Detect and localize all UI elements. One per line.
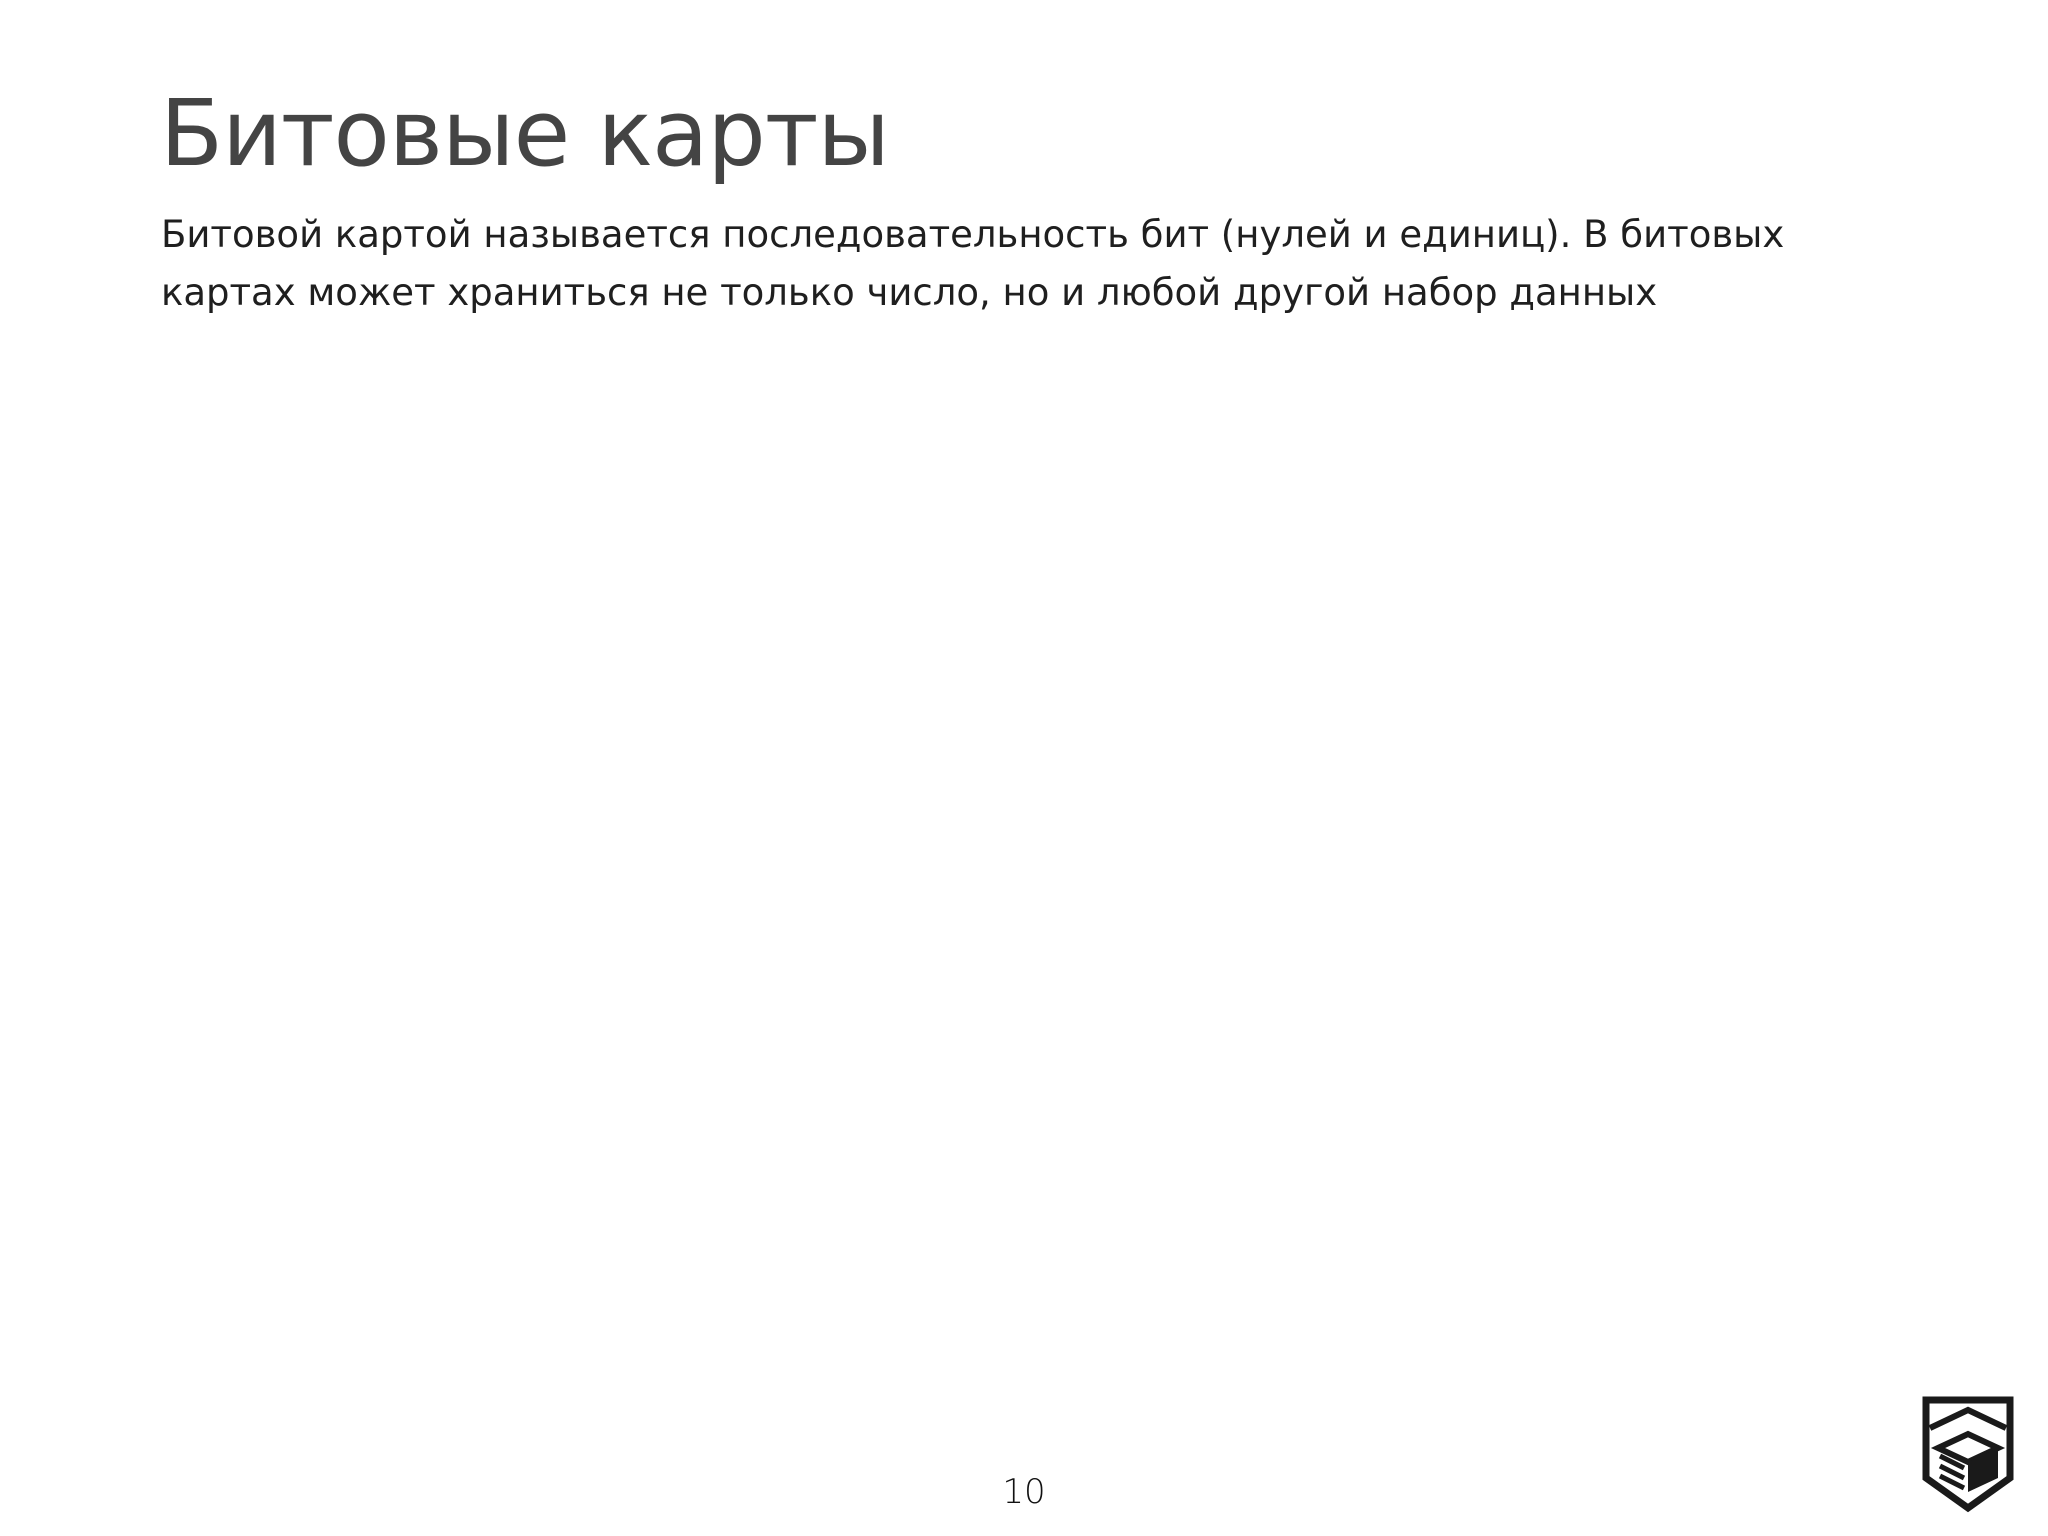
- body-line-1: Битовой картой называется последовательность бит (нулей и единиц). В битовых: [161, 213, 1785, 256]
- page-number: 10: [1002, 1472, 1046, 1512]
- slide-body-text: [161, 206, 1861, 322]
- body-line-2: картах может храниться не только число, но и любой другой набор данных: [161, 271, 1658, 314]
- slide-title: Битовые карты: [160, 80, 890, 187]
- shield-cube-logo-icon: [1920, 1394, 2016, 1514]
